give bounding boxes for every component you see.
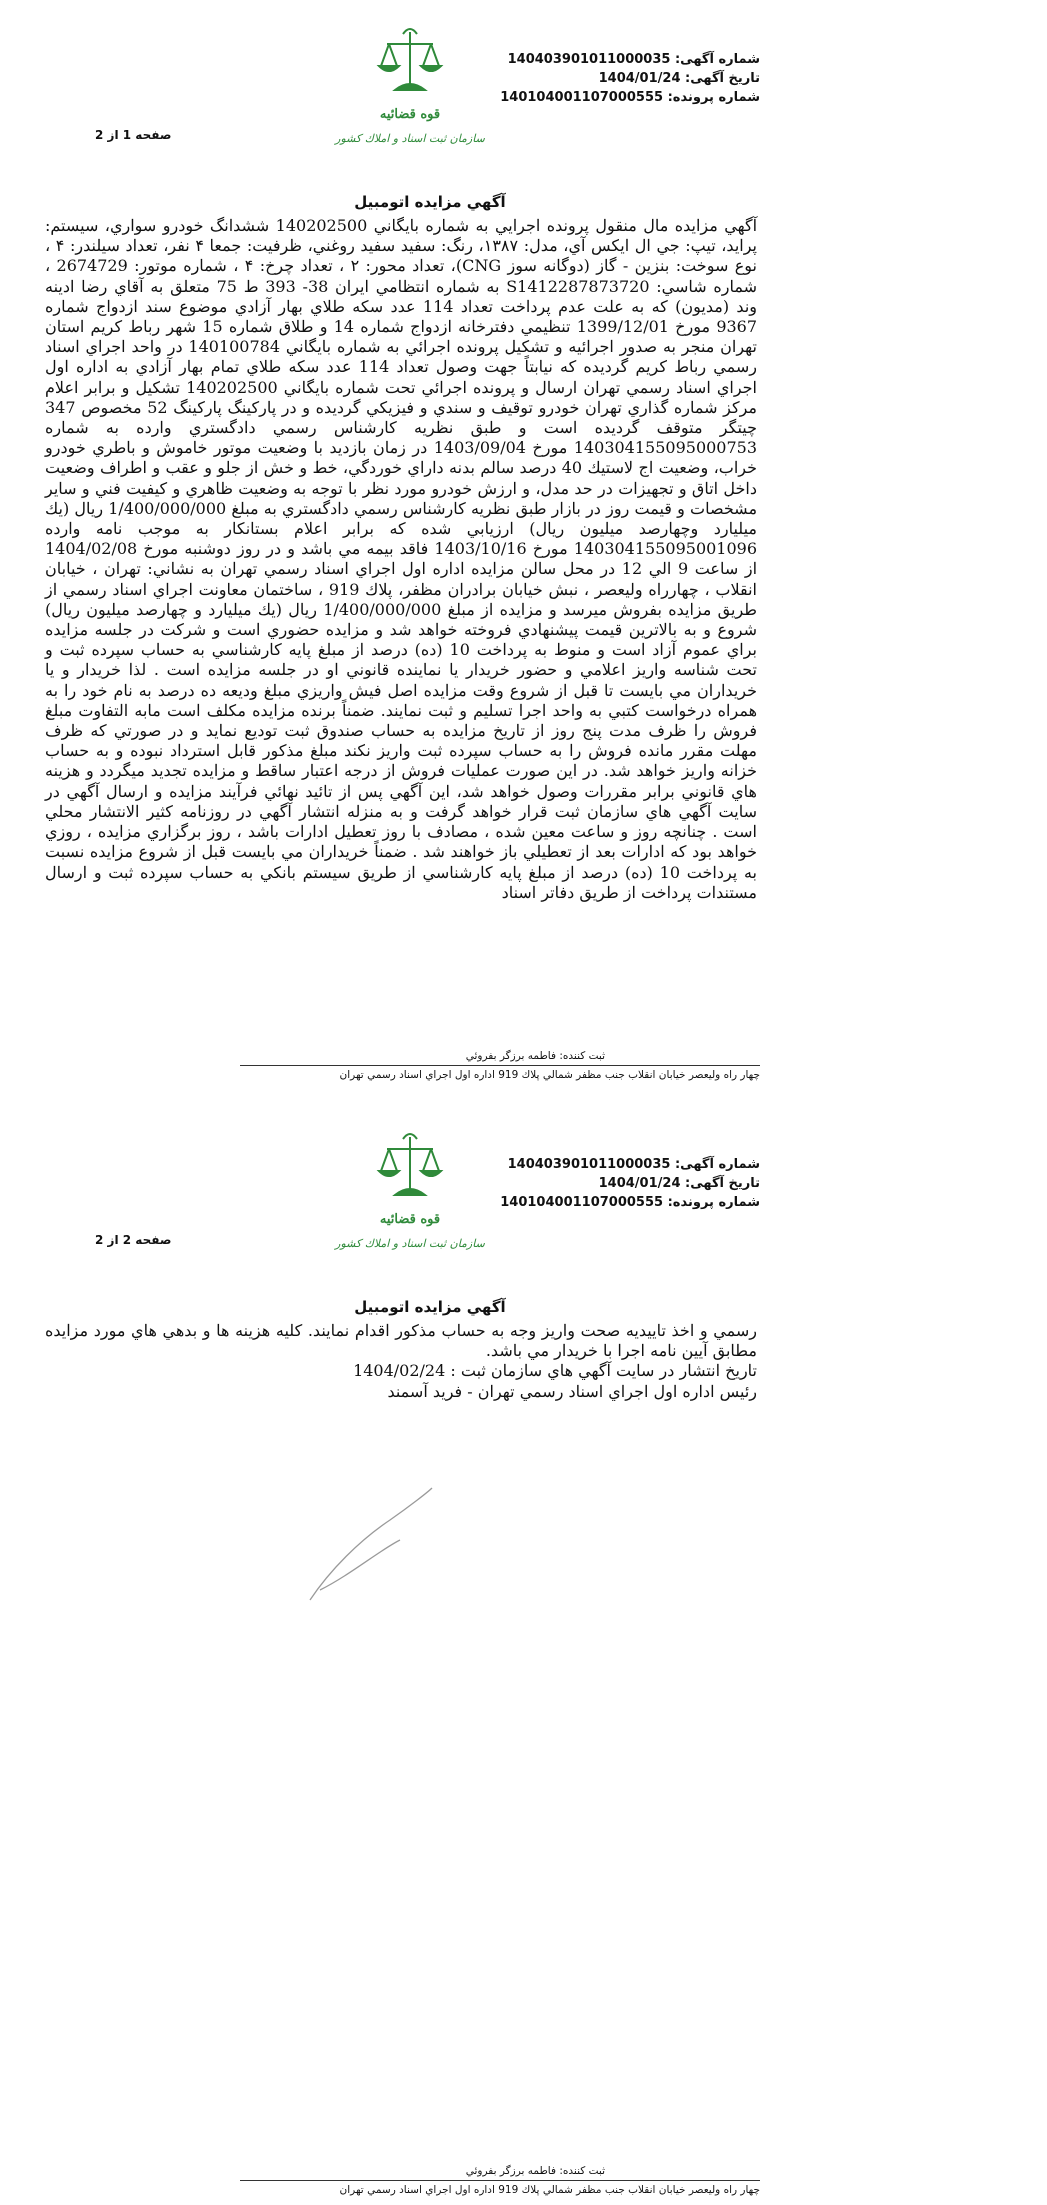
- notice-body-text: آگهي مزايده مال منقول پرونده اجرايي به شماره بايگاني 140202500 ششدانگ خودرو سواري، سيستم: پرايد، تيپ: جي ال ايكس آي، مدل: ۱۳۸۷، رنگ: سفيد سفيد روغني، ظرفيت: جمعا ۴ نفر، تعداد سيلندر: ۴ ، نوع سوخت: بنزين - گاز (دوگانه سوز CNG)، تعداد محور: ۲ ، تعداد چرخ: ۴ ، شماره موتور: 2674729 ، شماره شاسي: S1412287873720 به شماره انتظامي ايران 38- 393 ط 75 متعلق به آقاي رضا ادينه وند (مديون) كه به علت عدم پرداخت تعداد 114 عدد سكه طلاي بهار آزادي موضوع سند ازدواج شماره 9367 مورخ 1399/12/01 تنظيمي دفترخانه ازدواج شماره 14 و طلاق شماره 15 شهر رباط كريم استان تهران منجر به صدور اجرائيه و تشكيل پرونده اجرائي به شماره بايگاني 140100784 در واحد اجراي اسناد رسمي رباط كريم گرديده كه نيابتاً جهت وصول تعداد 114 عدد سكه طلاي تمام بهار آزادي به اداره اول اجراي اسناد رسمي تهران ارسال و پرونده اجرائي تحت شماره بايگاني 140202500 تشكيل و برابر اعلام مركز شماره گذاري تهران خودرو توقيف و سندي و فيزيكي گرديده و در پاركينگ پاركينگ 52 مخصوص 347 چيتگر متوقف گرديده است و طبق نظريه كارشناس رسمي دادگستري وارده به شماره 140304155095000753 مورخ 1403/09/04 در زمان بازديد با وضعيت موتور خاموش و باطري خودرو خراب، وضعيت اج لاستيك 40 درصد سالم بدنه داراي خوردگي، خط و خش از جلو و عقب و اطراف وضعيت داخل اتاق و تجهيزات در حد مدل، و ارزش خودرو مورد نظر با توجه به وضعيت ظاهري و كيفيت فني و ساير مشخصات و قيمت روز در بازار طبق نظريه كارشناس رسمي دادگستري به مبلغ 1/400/000/000 ريال (يك ميليارد وچهارصد ميليون ريال) ارزيابي شده كه برابر اعلام بستانكار به موجب نامه وارده 140304155095001096 مورخ 1403/10/16 فاقد بيمه مي باشد و در روز دوشنبه مورخ 1404/02/08 از ساعت 9 الي 12 در محل سالن مزايده اداره اول اجراي اسناد رسمي تهران به نشاني: تهران ، خيابان انقلاب ، چهارراه وليعصر ، نبش خيابان برادران مظفر، پلاك 919 ، ساختمان معاونت اجراي اسناد رسمي از طريق مزايده بفروش ميرسد و مزايده از مبلغ 1/400/000/000 ريال (يك ميليارد و چهارصد ميليون ريال) شروع و به بالاترين قيمت پيشنهادي فروخته خواهد شد و مزايده حضوري است و شركت در جلسه مزايده براي عموم آزاد است و منوط به پرداخت 10 (ده) درصد از مبلغ پايه كارشناسي به حساب سپرده ثبت و تحت شناسه واريز اعلامي و حضور خريدار يا نماينده قانوني او در جلسه مزايده است . لذا خريدار و يا خريداران مي بايست تا قبل از شروع وقت مزايده اصل فيش واريزي مبلغ وديعه ده درصد به نام خود را به همراه درخواست كتبي به واحد اجرا تسليم و ثبت نمايند. ضمناً برنده مزايده مكلف است مابه التفاوت مبلغ فروش را ظرف مدت پنج روز از تاريخ مزايده به حساب صندوق ثبت توديع نمايد و در صورتي كه ظرف مهلت مقرر مانده فروش را به حساب سپرده ثبت واريز نكند مبلغ مذكور قابل استرداد نبوده و به حساب خزانه واريز خواهد شد. در اين صورت عمليات فروش از درجه اعتبار ساقط و مزايده تجديد ميگردد و هزينه هاي قانوني برابر مقررات وصول خواهد شد، اين آگهي پس از تائيد نهائي فرآيند مزايده و ارسال آگهي در سايت آگهي هاي سازمان ثبت قرار خواهد گرفت و به منزله انتشار آگهي در روزنامه كثير الانتشار محلي است . چنانچه روز و ساعت معين شده ، مصادف با روز تعطيل ادارات باشد ، روز برگزاري مزايده ، روزي خواهد بود كه ادارات بعد از تعطيلي باز خواهند شد . ضمناً خريداران مي بايست قبل از شروع مزايده نسبت به پرداخت 10 (ده) درصد از مبلغ پايه كارشناسي از طريق سيستم بانكي به حساب سپرده ثبت و ارسال مستندات پرداخت از طريق دفاتر اسناد: [45, 216, 758, 902]
- notice-number-label: شماره آگهی:: [674, 1157, 760, 1172]
- notice-body-text: رسمي و اخذ تاييديه صحت واريز وجه به حساب مذكور اقدام نمايند. كليه هزينه ها و بدهي هاي مورد مزايده مطابق آيين نامه اجرا با خريدار مي باشد.: [45, 1321, 757, 1361]
- office-address: چهار راه وليعصر خيابان انقلاب جنب مظفر شمالي پلاك 919 اداره اول اجراي اسناد رسمي تهران: [339, 1069, 760, 1081]
- signature-image: [300, 1480, 440, 1610]
- registrar-label: ثبت كننده:: [559, 1050, 605, 1062]
- notice-date-label: تاریخ آگهی:: [685, 71, 760, 86]
- case-number: 140104001107000555: [500, 90, 664, 105]
- registrar-name: فاطمه برزگر بفروئي: [465, 1050, 557, 1062]
- publish-date-line: [45, 1361, 757, 1381]
- signatory: رئيس اداره اول اجراي اسناد رسمي تهران - فريد آسمند: [387, 1381, 757, 1401]
- org-name: سازمان ثبت اسناد و املاك كشور: [335, 1237, 485, 1250]
- judiciary-emblem-logo: [335, 1125, 485, 1265]
- case-number: 140104001107000555: [500, 1195, 664, 1210]
- page-indicator: صفحه 2 از 2: [95, 1233, 172, 1247]
- registrar-name: فاطمه برزگر بفروئي: [465, 2165, 557, 2177]
- notice-number: 140403901011000035: [507, 1157, 671, 1172]
- case-number-label: شماره پرونده:: [667, 90, 760, 105]
- office-address: چهار راه وليعصر خيابان انقلاب جنب مظفر شمالي پلاك 919 اداره اول اجراي اسناد رسمي تهران: [339, 2184, 760, 2196]
- notice-page-1: [0, 0, 1047, 1085]
- notice-title: آگهي مزايده اتومبيل: [354, 1298, 506, 1316]
- notice-number-label: شماره آگهی:: [674, 52, 760, 67]
- notice-number: 140403901011000035: [507, 52, 671, 67]
- notice-number-row: [507, 1155, 760, 1174]
- notice-date-row: [530, 1174, 760, 1193]
- case-number-label: شماره پرونده:: [667, 1195, 760, 1210]
- page-indicator: صفحه 1 از 2: [95, 128, 172, 142]
- notice-metadata: [500, 50, 760, 107]
- registration-footer: [240, 2165, 760, 2196]
- notice-date-row: [530, 69, 760, 88]
- notice-body: [45, 216, 757, 903]
- notice-date: 1404/01/24: [598, 1176, 681, 1191]
- judiciary-text: قوه قضائيه: [379, 107, 441, 122]
- org-name: سازمان ثبت اسناد و املاك كشور: [335, 132, 485, 145]
- registrar-line: [240, 2165, 760, 2177]
- notice-date-label: تاریخ آگهی:: [685, 1176, 760, 1191]
- judiciary-text: قوه قضائيه: [379, 1212, 441, 1227]
- notice-date: 1404/01/24: [598, 71, 681, 86]
- footer-divider: [240, 1065, 760, 1066]
- notice-number-row: [507, 50, 760, 69]
- judiciary-emblem-logo: [335, 20, 485, 160]
- notice-body: [45, 1321, 757, 1402]
- publish-date-label: تاريخ انتشار در سايت آگهي هاي سازمان ثبت :: [450, 1361, 757, 1381]
- notice-page-2: [0, 1105, 1047, 2205]
- publish-date: 1404/02/24: [353, 1361, 446, 1381]
- registration-footer: [240, 1050, 760, 1081]
- footer-divider: [240, 2180, 760, 2181]
- registrar-line: [240, 1050, 760, 1062]
- case-number-row: [500, 88, 760, 107]
- notice-title: آگهي مزايده اتومبيل: [354, 193, 506, 211]
- notice-metadata: [500, 1155, 760, 1212]
- registrar-label: ثبت كننده:: [559, 2165, 605, 2177]
- case-number-row: [500, 1193, 760, 1212]
